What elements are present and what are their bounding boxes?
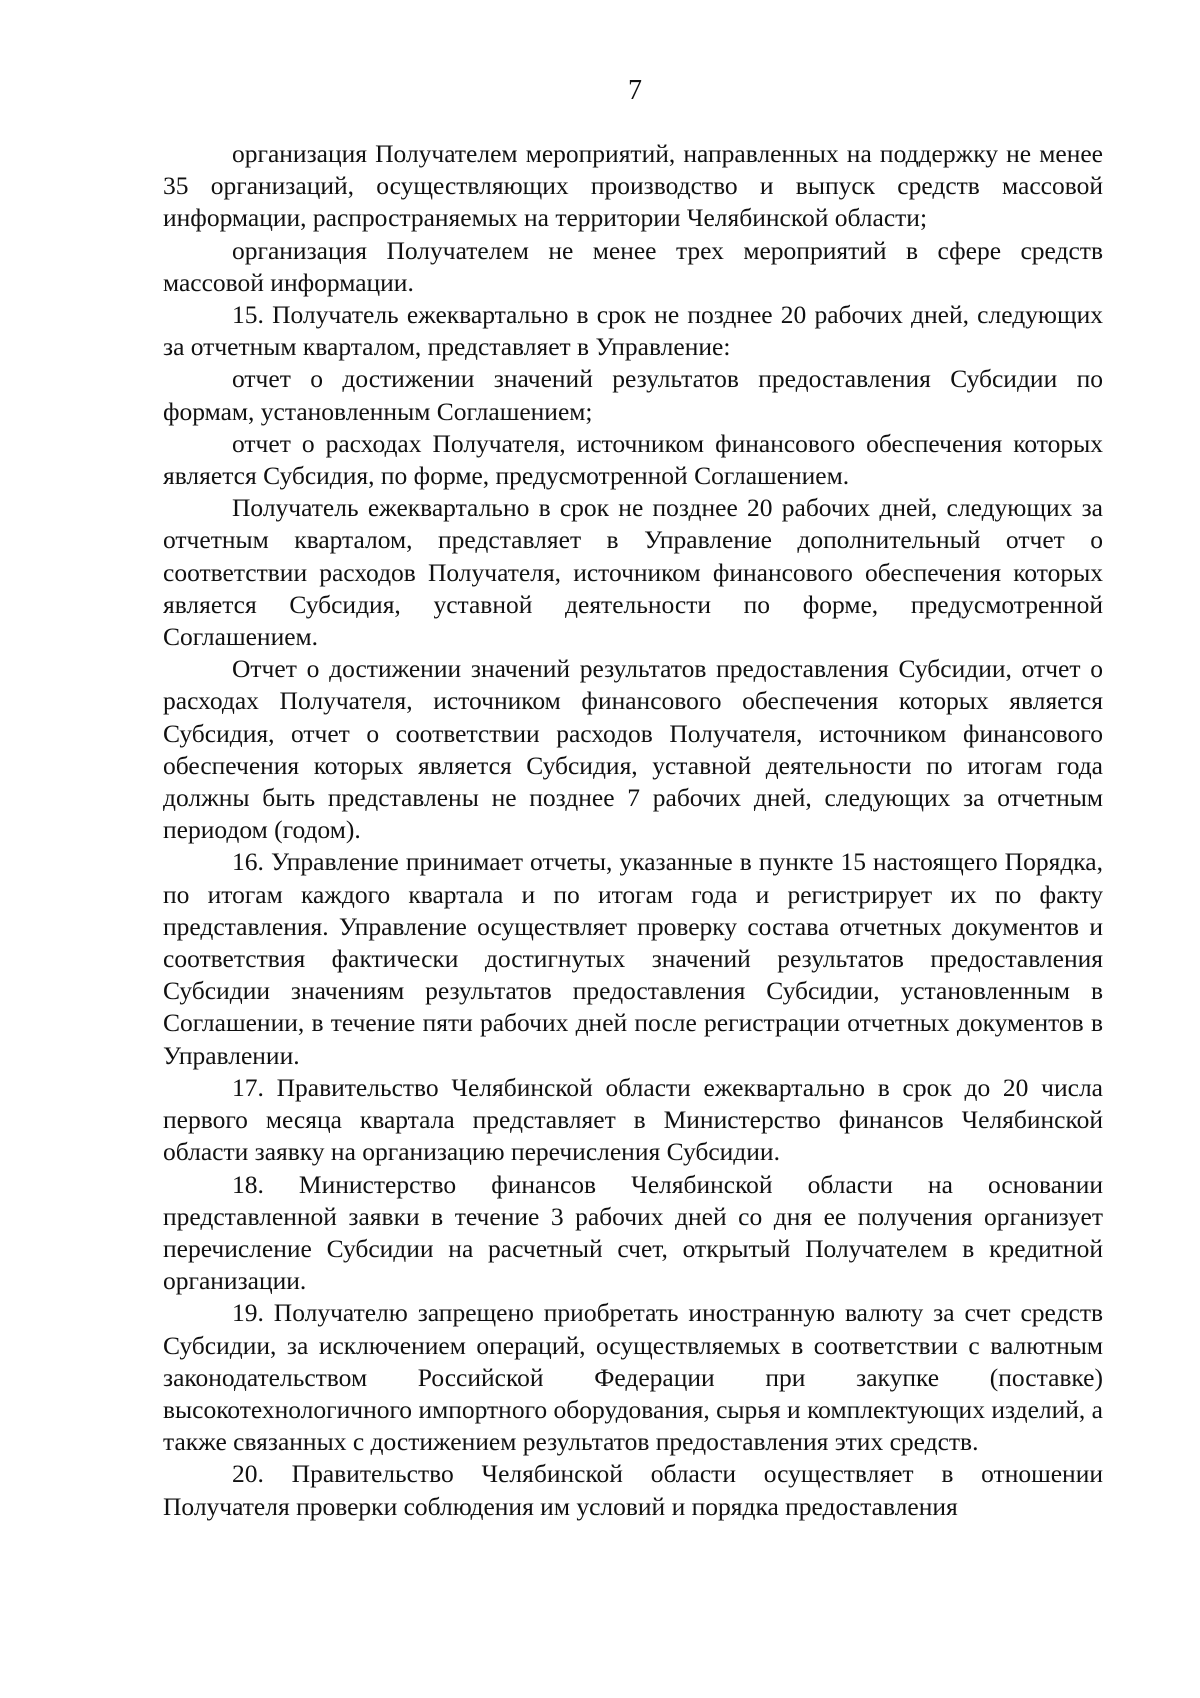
paragraph-annual-reports: Отчет о достижении значений результатов предоставления Субсидии, отчет о расходах Получателя, источником финансового обеспечения которых является Субсидия, отчет о соответствии расходов Получателя, источником финансового обеспечения которых является Субсидия, уставной деятельности по итогам года должны быть представлены не позднее 7 рабочих дней, следующих за отчетным периодом (годом).	[163, 654, 1103, 845]
paragraph-results-report: отчет о достижении значений результатов предоставления Субсидии по формам, установленным Соглашением;	[163, 364, 1103, 426]
paragraph-three-events: организация Получателем не менее трех мероприятий в сфере средств массовой информации.	[163, 235, 1103, 297]
paragraph-item-17: 17. Правительство Челябинской области ежеквартально в срок до 20 числа первого месяца квартала представляет в Министерство финансов Челябинской области заявку на организацию перечисления Субсидии.	[163, 1072, 1103, 1167]
page-number: 7	[628, 75, 642, 106]
paragraph-support-organizations: организация Получателем мероприятий, направленных на поддержку не менее 35 организаций, осуществляющих производство и выпуск средств массовой информации, распространяемых на территории Челябинской области;	[163, 139, 1103, 233]
paragraph-item-20: 20. Правительство Челябинской области осуществляет в отношении Получателя проверки соблюдения им условий и порядка предоставления	[163, 1459, 1103, 1521]
document-body	[163, 138, 1103, 1523]
paragraph-item-18: 18. Министерство финансов Челябинской области на основании представленной заявки в течение 3 рабочих дней со дня ее получения организует перечисление Субсидии на расчетный счет, открытый Получателем в кредитной организации.	[163, 1169, 1103, 1296]
paragraph-item-16: 16. Управление принимает отчеты, указанные в пункте 15 настоящего Порядка, по итогам каждого квартала и по итогам года и регистрирует их по факту представления. Управление осуществляет проверку состава отчетных документов и соответствия фактически достигнутых значений результатов предоставления Субсидии значениям результатов предоставления Субсидии, установленным в Соглашении, в течение пяти рабочих дней после регистрации отчетных документов в Управлении.	[163, 847, 1103, 1070]
paragraph-item-15: 15. Получатель ежеквартально в срок не позднее 20 рабочих дней, следующих за отчетным кварталом, представляет в Управление:	[163, 300, 1103, 362]
paragraph-additional-report: Получатель ежеквартально в срок не позднее 20 рабочих дней, следующих за отчетным кварталом, представляет в Управление дополнительный отчет о соответствии расходов Получателя, источником финансового обеспечения которых является Субсидия, уставной деятельности по форме, предусмотренной Соглашением.	[163, 493, 1103, 652]
paragraph-expenses-report: отчет о расходах Получателя, источником финансового обеспечения которых является Субсидия, по форме, предусмотренной Соглашением.	[163, 428, 1103, 491]
paragraph-item-19: 19. Получателю запрещено приобретать иностранную валюту за счет средств Субсидии, за исключением операций, осуществляемых в соответствии с валютным законодательством Российской Федерации при закупке (поставке) высокотехнологичного импортного оборудования, сырья и комплектующих изделий, а также связанных с достижением результатов предоставления этих средств.	[163, 1298, 1103, 1457]
